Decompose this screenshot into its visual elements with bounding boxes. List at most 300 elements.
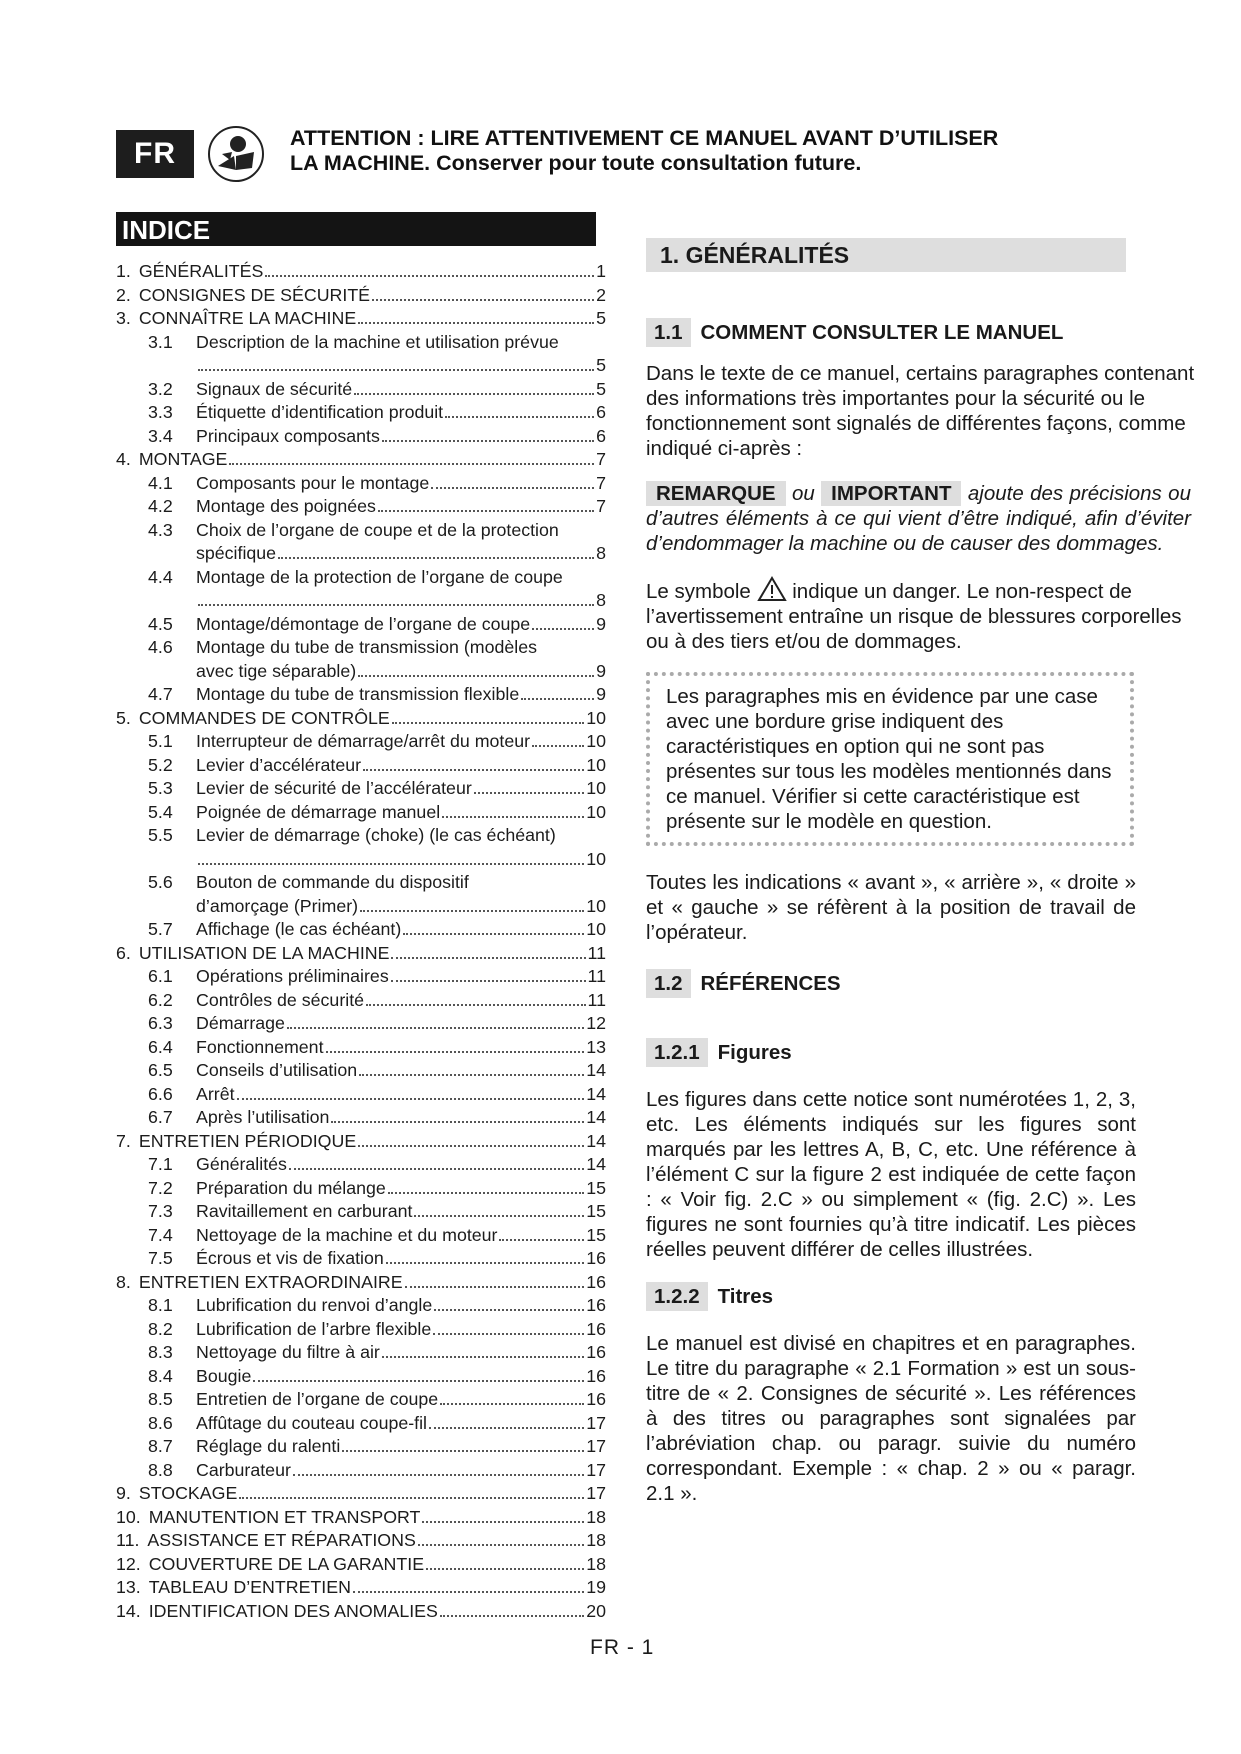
toc-page-number: 17 bbox=[586, 1436, 606, 1456]
toc-title: UTILISATION DE LA MACHINE bbox=[138, 942, 390, 963]
toc-leader-dots bbox=[359, 1073, 584, 1076]
toc-leader-dots bbox=[532, 627, 594, 630]
toc-title: Écrous et vis de fixation bbox=[196, 1248, 384, 1268]
toc-number: 7.4 bbox=[148, 1224, 173, 1245]
toc-row bbox=[116, 1600, 606, 1624]
toc-number: 8.4 bbox=[148, 1365, 173, 1386]
toc-row bbox=[116, 824, 606, 848]
toc-number: 8.5 bbox=[148, 1389, 173, 1409]
toc-number: 4.1 bbox=[148, 472, 173, 493]
subsection-title: RÉFÉRENCES bbox=[700, 972, 841, 995]
toc-line bbox=[148, 1012, 606, 1036]
toc-row bbox=[116, 1482, 606, 1506]
toc-number: 6.4 bbox=[148, 1036, 173, 1057]
toc-leader-dots bbox=[278, 556, 594, 559]
warning-triangle-icon bbox=[757, 576, 787, 602]
toc-number: 11. bbox=[116, 1530, 140, 1550]
toc-row bbox=[116, 589, 606, 613]
toc-title: GÉNÉRALITÉS bbox=[138, 261, 264, 281]
toc-line bbox=[148, 1459, 606, 1483]
toc-title: Fonctionnement bbox=[196, 1036, 324, 1057]
toc-row bbox=[116, 1341, 606, 1365]
toc-page-number: 7 bbox=[596, 496, 606, 516]
toc-line bbox=[148, 636, 606, 660]
toc-title: Bouton de commande du dispositif bbox=[196, 872, 469, 892]
toc-title: Levier d’accélérateur bbox=[196, 754, 362, 775]
toc-leader-dots bbox=[382, 1355, 584, 1358]
toc-page-number: 7 bbox=[596, 472, 606, 493]
main-content bbox=[646, 238, 1206, 1506]
toc-number: 4.3 bbox=[148, 519, 173, 540]
toc-leader-dots bbox=[229, 462, 594, 465]
toc-number: 6.1 bbox=[148, 966, 173, 986]
toc-leader-dots bbox=[358, 1144, 584, 1147]
language-badge: FR bbox=[116, 130, 194, 178]
toc-number: 3.2 bbox=[148, 378, 173, 399]
toc-page-number: 11 bbox=[587, 989, 606, 1010]
toc-page-number: 9 bbox=[596, 660, 606, 681]
toc-page-number: 10 bbox=[586, 895, 606, 916]
toc-line bbox=[116, 942, 606, 966]
toc-line bbox=[196, 895, 606, 919]
toc-title: Description de la machine et utilisation prévue bbox=[196, 331, 559, 352]
toc-title: Carburateur bbox=[196, 1459, 291, 1480]
toc-line bbox=[148, 801, 606, 825]
toc-page-number: 2 bbox=[596, 284, 606, 305]
toc-leader-dots bbox=[414, 1214, 584, 1217]
toc-leader-dots bbox=[433, 1332, 584, 1335]
toc-number: 5.1 bbox=[148, 731, 173, 751]
toc-title: Étiquette d’identification produit bbox=[196, 402, 444, 422]
toc-line bbox=[148, 683, 606, 707]
toc-number: 9. bbox=[116, 1483, 131, 1503]
toc-row bbox=[116, 1059, 606, 1083]
toc-line bbox=[148, 1341, 606, 1365]
toc-row bbox=[116, 1224, 606, 1248]
toc-number: 5. bbox=[116, 707, 131, 728]
subsection-number: 1.2.2 bbox=[646, 1282, 708, 1311]
toc-page-number: 10 bbox=[586, 919, 606, 939]
toc-line bbox=[148, 754, 606, 778]
figures-paragraph: Les figures dans cette notice sont numérotées 1, 2, 3, etc. Les éléments indiqués sur les figures sont marqués par les lettres A, B, C, etc. Une référence à l’élément C sur la figure 2 est indiquée de cette façon : « Voir fig. 2.C » ou simplement « (fig. 2.C) ». Les figures ne sont fournies qu’à titre indicatif. Les pièces réelles peuvent différer de celles illustrées. bbox=[646, 1088, 1136, 1261]
toc-number: 13. bbox=[116, 1577, 141, 1597]
toc-title: CONNAÎTRE LA MACHINE bbox=[138, 308, 357, 328]
toc-leader-dots bbox=[440, 1614, 584, 1617]
toc-number: 7.2 bbox=[148, 1177, 173, 1198]
toc-line bbox=[148, 519, 606, 543]
toc-row bbox=[116, 754, 606, 778]
toc-leader-dots bbox=[440, 1402, 584, 1405]
toc-row bbox=[116, 519, 606, 543]
toc-number: 8.6 bbox=[148, 1412, 173, 1433]
toc-leader-dots bbox=[429, 1426, 584, 1429]
toc-page-number: 20 bbox=[586, 1600, 606, 1621]
toc-title: Lubrification du renvoi d’angle bbox=[196, 1295, 433, 1315]
toc-page-number: 11 bbox=[587, 942, 606, 963]
toc-page-number: 10 bbox=[586, 801, 606, 822]
toc-line bbox=[148, 777, 606, 801]
toc-row bbox=[116, 707, 606, 731]
toc-number: 4.2 bbox=[148, 496, 173, 516]
toc-number: 5.3 bbox=[148, 778, 173, 798]
toc-line bbox=[116, 448, 606, 472]
toc-leader-dots bbox=[253, 1379, 584, 1382]
toc-row bbox=[116, 1318, 606, 1342]
toc-page-number: 7 bbox=[596, 449, 606, 469]
toc-page-number: 19 bbox=[586, 1577, 606, 1597]
toc-line bbox=[148, 824, 606, 848]
toc-leader-dots bbox=[289, 1167, 584, 1170]
toc-title: spécifique bbox=[196, 543, 277, 563]
toc-title: Montage/démontage de l’organe de coupe bbox=[196, 613, 531, 634]
toc-number: 4.6 bbox=[148, 637, 173, 657]
toc-page-number: 9 bbox=[596, 613, 606, 634]
toc-page-number: 8 bbox=[596, 543, 606, 563]
toc-leader-dots bbox=[431, 486, 594, 489]
toc-line bbox=[148, 918, 606, 942]
page-number: FR - 1 bbox=[590, 1636, 655, 1659]
toc-leader-dots bbox=[198, 862, 584, 865]
toc-line bbox=[148, 730, 606, 754]
toc-row bbox=[116, 1036, 606, 1060]
toc-leader-dots bbox=[237, 1097, 585, 1100]
toc-row bbox=[116, 1576, 606, 1600]
toc-leader-dots bbox=[521, 697, 594, 700]
toc-title: Choix de l’organe de coupe et de la protection bbox=[196, 519, 559, 540]
toc-line bbox=[148, 613, 606, 637]
toc-title: Nettoyage de la machine et du moteur bbox=[196, 1224, 498, 1245]
toc-title: Levier de démarrage (choke) (le cas échéant) bbox=[196, 825, 556, 845]
subsection-title: Titres bbox=[717, 1285, 774, 1308]
toc-title: Réglage du ralenti bbox=[196, 1436, 341, 1456]
toc-row bbox=[116, 425, 606, 449]
toc-page-number: 12 bbox=[586, 1013, 606, 1033]
toc-row bbox=[116, 331, 606, 355]
toc-line bbox=[148, 331, 606, 355]
toc-title: Nettoyage du filtre à air bbox=[196, 1342, 380, 1362]
or-text: ou bbox=[791, 482, 815, 505]
toc-line bbox=[148, 1106, 606, 1130]
toc-line bbox=[148, 1365, 606, 1389]
toc-line bbox=[116, 284, 606, 308]
toc-row bbox=[116, 871, 606, 895]
toc-leader-dots bbox=[326, 1050, 585, 1053]
toc-title: Affûtage du couteau coupe-fil bbox=[196, 1412, 427, 1433]
toc-line bbox=[148, 1200, 606, 1224]
toc-number: 6.3 bbox=[148, 1013, 173, 1033]
toc-line bbox=[148, 1224, 606, 1248]
toc-title: ASSISTANCE ET RÉPARATIONS bbox=[147, 1530, 416, 1550]
toc-leader-dots bbox=[426, 1567, 584, 1570]
toc-line bbox=[116, 1529, 606, 1553]
toc-number: 6.6 bbox=[148, 1083, 173, 1104]
toc-number: 10. bbox=[116, 1506, 141, 1527]
toc-page-number: 10 bbox=[586, 754, 606, 775]
section-title: 1. GÉNÉRALITÉS bbox=[646, 238, 1126, 272]
toc-title: COMMANDES DE CONTRÔLE bbox=[138, 707, 390, 728]
toc-leader-dots bbox=[382, 439, 594, 442]
toc-page-number: 10 bbox=[586, 731, 606, 751]
toc-number: 14. bbox=[116, 1600, 141, 1621]
symbol-after: indique un danger. Le non-respect de l’avertissement entraîne un risque de blessures corporelles ou à des tiers et/ou de dommages. bbox=[646, 580, 1182, 653]
toc-leader-dots bbox=[331, 1120, 584, 1123]
toc-title: Montage des poignées bbox=[196, 496, 376, 516]
toc-line bbox=[148, 1083, 606, 1107]
toc-title: Démarrage bbox=[196, 1013, 285, 1033]
toc-line bbox=[148, 1435, 606, 1459]
toc-leader-dots bbox=[293, 1473, 584, 1476]
remark-paragraph bbox=[646, 481, 1191, 556]
toc-line bbox=[116, 1482, 606, 1506]
toc-leader-dots bbox=[265, 274, 594, 277]
toc-row bbox=[116, 1130, 606, 1154]
toc-leader-dots bbox=[422, 1520, 584, 1523]
toc-row bbox=[116, 848, 606, 872]
toc-title: Montage du tube de transmission (modèles bbox=[196, 637, 537, 657]
subsection-heading-1-2-2 bbox=[646, 1282, 1206, 1311]
toc-page-number: 13 bbox=[586, 1036, 606, 1057]
remark-label: REMARQUE bbox=[646, 481, 786, 506]
toc-row bbox=[116, 1153, 606, 1177]
toc-number: 7.5 bbox=[148, 1248, 173, 1268]
toc-number: 12. bbox=[116, 1553, 141, 1574]
toc-row bbox=[116, 354, 606, 378]
toc-row bbox=[116, 918, 606, 942]
toc-line bbox=[148, 965, 606, 989]
toc-title: Poignée de démarrage manuel bbox=[196, 801, 441, 822]
toc-row bbox=[116, 260, 606, 284]
subsection-heading-1-2-1 bbox=[646, 1038, 1206, 1067]
toc-page-number: 18 bbox=[586, 1553, 606, 1574]
toc-row bbox=[116, 1083, 606, 1107]
toc-number: 4.5 bbox=[148, 613, 173, 634]
toc-row bbox=[116, 1177, 606, 1201]
toc-number: 5.2 bbox=[148, 754, 173, 775]
toc-title: Ravitaillement en carburant bbox=[196, 1201, 413, 1221]
toc-page-number: 16 bbox=[586, 1271, 606, 1292]
toc-row bbox=[116, 284, 606, 308]
toc-page-number: 5 bbox=[596, 308, 606, 328]
toc-title: Signaux de sécurité bbox=[196, 378, 353, 399]
toc-row bbox=[116, 448, 606, 472]
toc-page-number: 18 bbox=[586, 1506, 606, 1527]
toc-title: Lubrification de l’arbre flexible bbox=[196, 1318, 432, 1339]
important-label: IMPORTANT bbox=[821, 481, 961, 506]
toc-number: 5.5 bbox=[148, 825, 173, 845]
toc-leader-dots bbox=[405, 1285, 585, 1288]
toc-leader-dots bbox=[474, 791, 584, 794]
toc-line bbox=[196, 589, 606, 613]
toc-line bbox=[116, 1271, 606, 1295]
toc-title: Bougie bbox=[196, 1365, 252, 1386]
toc-title: CONSIGNES DE SÉCURITÉ bbox=[138, 284, 371, 305]
toc-line bbox=[148, 425, 606, 449]
toc-row bbox=[116, 1365, 606, 1389]
toc-leader-dots bbox=[388, 1191, 584, 1194]
paragraph-intro: Dans le texte de ce manuel, certains paragraphes contenant des informations très importantes pour la sécurité ou le fonctionnement sont signalés de différentes façons, comme indiqué ci-après : bbox=[646, 362, 1195, 460]
toc-page-number: 5 bbox=[596, 378, 606, 399]
toc-line bbox=[116, 1600, 606, 1624]
toc-line bbox=[148, 566, 606, 590]
toc-page-number: 16 bbox=[586, 1248, 606, 1268]
toc-row bbox=[116, 1459, 606, 1483]
toc-page-number: 14 bbox=[586, 1083, 606, 1104]
toc-number: 4.4 bbox=[148, 566, 173, 587]
toc-number: 7.3 bbox=[148, 1201, 173, 1221]
toc-title: Entretien de l’organe de coupe bbox=[196, 1389, 439, 1409]
toc-line bbox=[116, 1576, 606, 1600]
toc-line bbox=[148, 1294, 606, 1318]
toc-page-number: 16 bbox=[586, 1365, 606, 1386]
toc-title: Levier de sécurité de l’accélérateur bbox=[196, 778, 472, 798]
toc-page-number: 15 bbox=[586, 1224, 606, 1245]
toc-leader-dots bbox=[366, 1003, 586, 1006]
toc-leader-dots bbox=[198, 368, 594, 371]
toc-number: 6.2 bbox=[148, 989, 173, 1010]
toc-line bbox=[196, 542, 606, 566]
toc-row bbox=[116, 1553, 606, 1577]
toc-title: Après l’utilisation bbox=[196, 1107, 330, 1127]
toc-number: 3.4 bbox=[148, 425, 173, 446]
toc-title: Arrêt bbox=[196, 1083, 235, 1104]
toc-row bbox=[116, 965, 606, 989]
toc-line bbox=[148, 472, 606, 496]
toc-title: TABLEAU D’ENTRETIEN bbox=[148, 1577, 351, 1597]
toc-line bbox=[116, 1130, 606, 1154]
toc-page-number: 15 bbox=[586, 1201, 606, 1221]
subsection-number: 1.2.1 bbox=[646, 1038, 708, 1067]
toc-leader-dots bbox=[360, 909, 584, 912]
toc-title: Conseils d’utilisation bbox=[196, 1060, 358, 1080]
toc-page-number: 14 bbox=[586, 1154, 606, 1174]
toc-row bbox=[116, 566, 606, 590]
toc-title: IDENTIFICATION DES ANOMALIES bbox=[148, 1600, 438, 1621]
toc-row bbox=[116, 1529, 606, 1553]
remark-text: ajoute des précisions ou d’autres éléments à ce qui vient d’être indiqué, afin d’éviter d’endommager la machine ou de causer des dommages. bbox=[646, 482, 1191, 555]
toc-title: Montage du tube de transmission flexible bbox=[196, 684, 520, 704]
toc-row bbox=[116, 542, 606, 566]
toc-line bbox=[116, 1553, 606, 1577]
toc-page-number: 17 bbox=[586, 1412, 606, 1433]
toc-row bbox=[116, 683, 606, 707]
toc-line bbox=[148, 1036, 606, 1060]
toc-page-number: 14 bbox=[586, 1060, 606, 1080]
toc-title: Généralités bbox=[196, 1154, 287, 1174]
toc-title: Principaux composants bbox=[196, 425, 380, 446]
toc-row bbox=[116, 1271, 606, 1295]
danger-symbol-paragraph bbox=[646, 576, 1206, 654]
toc-line bbox=[148, 1247, 606, 1271]
toc-line bbox=[148, 401, 606, 425]
toc-leader-dots bbox=[442, 815, 584, 818]
toc-row bbox=[116, 1388, 606, 1412]
toc-page-number: 8 bbox=[596, 590, 606, 610]
toc-row bbox=[116, 495, 606, 519]
toc-title: d’amorçage (Primer) bbox=[196, 895, 359, 916]
optional-box-text: Les paragraphes mis en évidence par une case avec une bordure grise indiquent des caractéristiques en option qui ne sont pas présentes sur tous les modèles mentionnés dans ce manuel. Vérifier si cette caractéristique est présente sur le modèle en question. bbox=[666, 685, 1112, 833]
toc-number: 4.7 bbox=[148, 684, 173, 704]
toc-leader-dots bbox=[354, 392, 594, 395]
toc-number: 5.6 bbox=[148, 872, 173, 892]
toc-page-number: 11 bbox=[587, 966, 606, 986]
toc-page-number: 16 bbox=[586, 1342, 606, 1362]
toc-leader-dots bbox=[342, 1449, 584, 1452]
toc-title: Opérations préliminaires bbox=[196, 966, 389, 986]
toc-title: avec tige séparable) bbox=[196, 660, 357, 681]
index-title: INDICE bbox=[116, 212, 596, 246]
toc-number: 7.1 bbox=[148, 1154, 173, 1174]
toc-title: MANUTENTION ET TRANSPORT bbox=[148, 1506, 421, 1527]
toc-page-number: 15 bbox=[586, 1177, 606, 1198]
toc-number: 8.1 bbox=[148, 1295, 173, 1315]
toc-row bbox=[116, 660, 606, 684]
toc-page-number: 10 bbox=[586, 707, 606, 728]
toc-row bbox=[116, 1506, 606, 1530]
toc-page-number: 9 bbox=[596, 684, 606, 704]
table-of-contents bbox=[116, 260, 606, 1623]
toc-title: Montage de la protection de l’organe de coupe bbox=[196, 566, 563, 587]
toc-row bbox=[116, 1294, 606, 1318]
toc-leader-dots bbox=[391, 979, 586, 982]
toc-row bbox=[116, 378, 606, 402]
toc-page-number: 17 bbox=[586, 1459, 606, 1480]
toc-leader-dots bbox=[403, 932, 584, 935]
toc-page-number: 6 bbox=[596, 425, 606, 446]
toc-line bbox=[148, 1153, 606, 1177]
subsection-heading-1-2 bbox=[646, 969, 1206, 998]
toc-line bbox=[148, 871, 606, 895]
toc-line bbox=[116, 260, 606, 284]
toc-row bbox=[116, 1247, 606, 1271]
toc-row bbox=[116, 613, 606, 637]
warning-line-2: LA MACHINE. Conserver pour toute consultation future. bbox=[290, 151, 862, 175]
toc-row bbox=[116, 1106, 606, 1130]
toc-number: 5.4 bbox=[148, 801, 173, 822]
toc-leader-dots bbox=[532, 744, 584, 747]
toc-leader-dots bbox=[363, 768, 584, 771]
toc-leader-dots bbox=[386, 1261, 584, 1264]
toc-title: Composants pour le montage bbox=[196, 472, 430, 493]
positions-paragraph: Toutes les indications « avant », « arrière », « droite » et « gauche » se réfèrent à la position de travail de l’opérateur. bbox=[646, 871, 1136, 944]
toc-leader-dots bbox=[287, 1026, 584, 1029]
toc-leader-dots bbox=[372, 298, 594, 301]
toc-leader-dots bbox=[445, 415, 594, 418]
toc-number: 8.8 bbox=[148, 1459, 173, 1480]
toc-line bbox=[148, 495, 606, 519]
toc-leader-dots bbox=[353, 1590, 584, 1593]
toc-leader-dots bbox=[434, 1308, 584, 1311]
toc-page-number: 16 bbox=[586, 1318, 606, 1339]
toc-line bbox=[196, 354, 606, 378]
toc-line bbox=[116, 307, 606, 331]
toc-number: 5.7 bbox=[148, 919, 173, 939]
toc-line bbox=[148, 378, 606, 402]
toc-number: 8.2 bbox=[148, 1318, 173, 1339]
toc-number: 7. bbox=[116, 1130, 131, 1151]
toc-number: 3.1 bbox=[148, 331, 173, 352]
toc-title: MONTAGE bbox=[138, 449, 228, 469]
toc-page-number: 17 bbox=[586, 1483, 606, 1503]
toc-row bbox=[116, 307, 606, 331]
toc-line bbox=[196, 848, 606, 872]
toc-leader-dots bbox=[391, 956, 585, 959]
toc-leader-dots bbox=[239, 1496, 584, 1499]
optional-feature-box bbox=[646, 672, 1134, 846]
toc-line bbox=[148, 1177, 606, 1201]
toc-page-number: 16 bbox=[586, 1389, 606, 1409]
toc-line bbox=[116, 1506, 606, 1530]
toc-row bbox=[116, 1200, 606, 1224]
